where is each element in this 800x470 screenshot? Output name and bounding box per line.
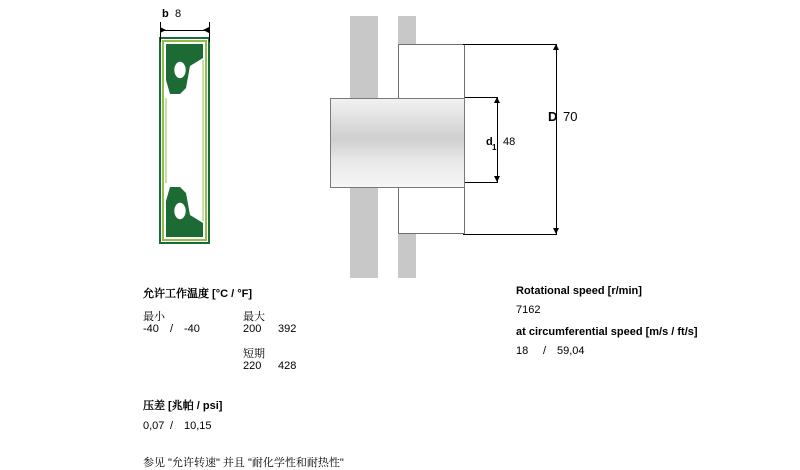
width-dim-ext-right bbox=[209, 22, 210, 42]
width-dim-line bbox=[160, 30, 209, 31]
temperature-value-row bbox=[143, 323, 383, 345]
temperature-header: 允许工作温度 [°C / °F] bbox=[143, 288, 253, 300]
pressure-value-psi: 10,15 bbox=[184, 420, 212, 432]
seal-cross-section-svg bbox=[130, 8, 290, 263]
temperature-max-f: 392 bbox=[278, 323, 297, 335]
inner-dim-ext-bottom bbox=[465, 182, 498, 183]
pressure-value-mpa: 0,07 bbox=[143, 420, 165, 432]
width-dim-symbol: b bbox=[162, 8, 169, 20]
circumferential-speed-value-row bbox=[516, 345, 776, 360]
outer-dim-line bbox=[556, 44, 557, 234]
reference-note: 参见 "允许转速" 并且 "耐化学性和耐热性" bbox=[143, 457, 344, 469]
pressure-value-row bbox=[143, 420, 383, 435]
width-dim-value: 8 bbox=[175, 8, 182, 20]
temperature-shortterm-value-row bbox=[143, 360, 383, 380]
temperature-min-label: 最小 bbox=[143, 311, 165, 323]
temperature-shortterm-label: 短期 bbox=[243, 348, 265, 360]
circumferential-speed-slash: / bbox=[543, 345, 547, 357]
outer-dim-ext-bottom bbox=[463, 234, 557, 235]
temperature-min-c: -40 bbox=[143, 323, 159, 335]
temperature-min-slash: / bbox=[170, 323, 174, 335]
temperature-shortterm-c: 220 bbox=[243, 360, 262, 372]
rotational-speed-value: 7162 bbox=[516, 304, 541, 316]
inner-dim-symbol: d bbox=[486, 136, 493, 148]
temperature-max-label: 最大 bbox=[243, 311, 265, 323]
outer-dim-value: 70 bbox=[563, 109, 578, 124]
inner-dim-ext-top bbox=[465, 97, 498, 98]
temperature-shortterm-label-row bbox=[143, 345, 383, 360]
circumferential-speed-fts: 59,04 bbox=[557, 345, 585, 357]
rotational-speed-value-row bbox=[516, 304, 776, 323]
temperature-shortterm-f: 428 bbox=[278, 360, 297, 372]
left-data-column bbox=[143, 285, 383, 470]
pressure-slash: / bbox=[170, 420, 174, 432]
rotational-speed-header: Rotational speed [r/min] bbox=[516, 285, 642, 297]
width-dim-arrow-right bbox=[203, 27, 209, 33]
inner-dim-subscript: 1 bbox=[492, 143, 497, 152]
temperature-max-c: 200 bbox=[243, 323, 262, 335]
inner-dim-line bbox=[497, 97, 498, 182]
width-dim-arrow-left bbox=[160, 27, 166, 33]
shaft-body bbox=[330, 98, 465, 188]
temperature-min-f: -40 bbox=[184, 323, 200, 335]
circumferential-speed-header: at circumferential speed [m/s / ft/s] bbox=[516, 326, 698, 338]
pressure-header: 压差 [兆帕 / psi] bbox=[143, 400, 223, 412]
inner-dim-value: 48 bbox=[503, 136, 516, 148]
outer-dim-symbol: D bbox=[548, 109, 558, 124]
temperature-label-row bbox=[143, 308, 383, 323]
outer-dim-ext-top bbox=[463, 44, 557, 45]
seal-cross-section-drawing bbox=[130, 8, 290, 263]
right-data-column bbox=[516, 285, 776, 360]
circumferential-speed-ms: 18 bbox=[516, 345, 529, 357]
